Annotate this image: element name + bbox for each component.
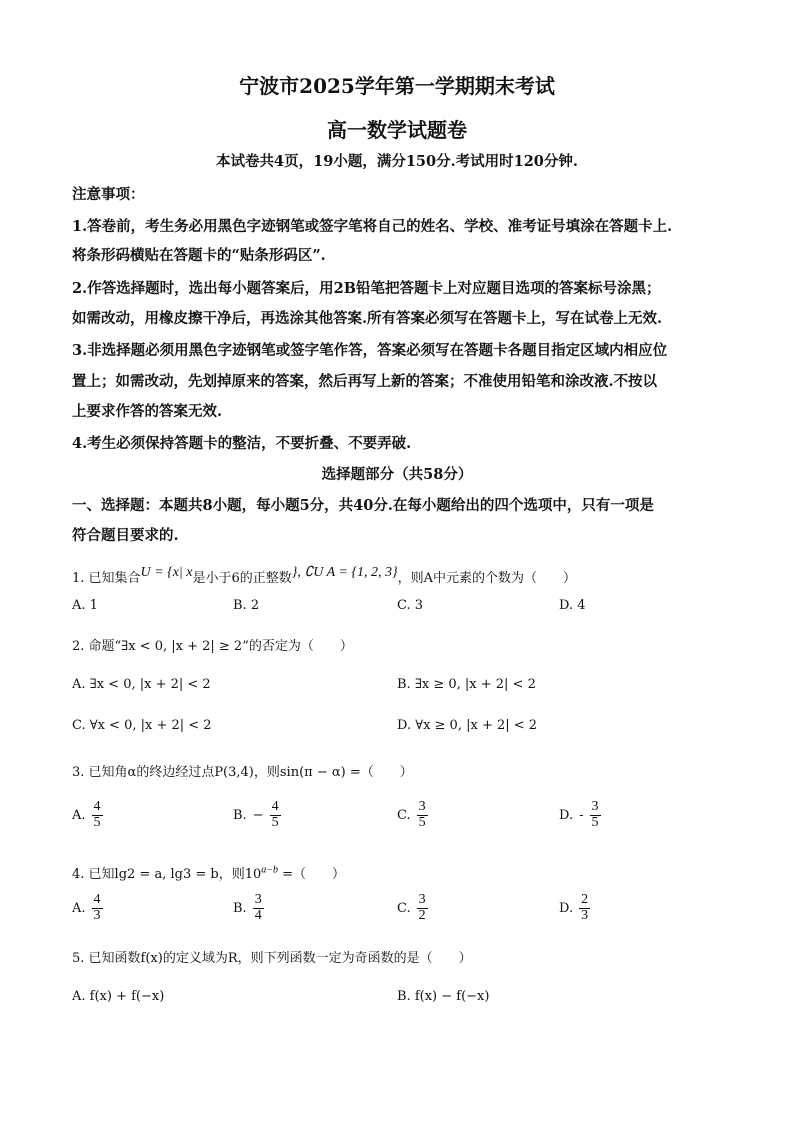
exam-info: 本试卷共4页，19小题，满分150分.考试用时120分钟. [216, 153, 578, 170]
note-line: 置上；如需改动，先划掉原来的答案，然后再写上新的答案；不准使用铅笔和涂改液.不按以 [72, 373, 658, 390]
q1-option-b: B. 2 [233, 598, 260, 613]
note-line: 1.答卷前，考生务必用黑色字迹钢笔或签字笔将自己的姓名、学校、准考证号填涂在答题卡上. [72, 218, 673, 235]
q1-option-c: C. 3 [397, 598, 424, 613]
q2-option-b: B. ∃x ≥ 0, |x + 2| < 2 [397, 677, 536, 692]
q2-option-c: C. ∀x < 0, |x + 2| < 2 [72, 718, 212, 733]
note-line: 4.考生必须保持答题卡的整洁，不要折叠、不要弄破. [72, 435, 412, 452]
q3-option-b [233, 800, 281, 830]
option-letter: B. [233, 807, 247, 823]
option-letter: B. [233, 900, 247, 916]
question-1-stem [72, 567, 576, 587]
note-line: 2.作答选择题时，选出每小题答案后，用2B铅笔把答题卡上对应题目选项的答案标号涂黑； [72, 280, 661, 297]
q1-option-d: D. 4 [559, 598, 586, 613]
q3-option-a [72, 800, 103, 830]
q4-option-d [559, 893, 590, 923]
q4-stem-post: =（ ） [277, 867, 346, 882]
q1-suffix: ，则A中元素的个数为（ ） [397, 571, 576, 586]
denominator: 5 [93, 814, 101, 830]
option-letter: C. [397, 900, 411, 916]
option-letter: C. [397, 807, 411, 823]
note-line: 上要求作答的答案无效. [72, 403, 223, 420]
option-letter: A. [72, 900, 86, 916]
q2-option-a: A. ∃x < 0, |x + 2| < 2 [72, 677, 211, 692]
denominator: 5 [591, 814, 599, 830]
numerator: 3 [254, 892, 262, 907]
denominator: 2 [418, 907, 426, 923]
denominator: 5 [418, 814, 426, 830]
q1-set-u: U = {x| x [140, 565, 193, 580]
note-line: 如需改动，用橡皮擦干净后，再选涂其他答案.所有答案必须写在答题卡上，写在试卷上无效. [72, 310, 663, 327]
q1-option-a: A. 1 [72, 598, 98, 613]
numerator: 3 [418, 892, 426, 907]
minus-sign: − [252, 807, 264, 823]
q4-stem-pre: 4. 已知lg2 = a, lg3 = b，则10 [72, 867, 262, 882]
q5-option-a: A. f(x) + f(−x) [72, 989, 165, 1004]
note-line: 3.非选择题必须用黑色字迹钢笔或签字笔作答，答案必须写在答题卡各题目指定区域内相应位 [72, 342, 668, 359]
q3-option-d [559, 800, 601, 830]
fraction [270, 800, 281, 830]
note-line: 将条形码横贴在答题卡的“贴条形码区”. [72, 247, 326, 264]
fraction [590, 800, 601, 830]
q1-mid: 是小于6的正整数 [192, 571, 292, 586]
numerator: 2 [581, 892, 589, 907]
fraction [92, 893, 103, 923]
denominator: 5 [271, 814, 279, 830]
question-3-stem: 3. 已知角α的终边经过点P(3,4)，则sin(π − α) =（ ） [72, 765, 413, 780]
denominator: 3 [93, 907, 101, 923]
q4-option-b [233, 893, 264, 923]
numerator: 3 [591, 799, 599, 814]
section-heading: 选择题部分（共58分） [321, 466, 473, 483]
numerator: 4 [93, 892, 101, 907]
question-4-stem [72, 863, 345, 882]
q1-prefix: 1. 已知集合 [72, 571, 141, 586]
fraction [417, 800, 428, 830]
q2-option-d: D. ∀x ≥ 0, |x + 2| < 2 [397, 718, 538, 733]
q4-exponent: a−b [261, 864, 278, 876]
fraction [579, 893, 590, 923]
denominator: 4 [254, 907, 262, 923]
q4-option-a [72, 893, 103, 923]
fraction [417, 893, 428, 923]
numerator: 3 [418, 799, 426, 814]
section-intro: 一、选择题：本题共8小题，每小题5分，共40分.在每小题给出的四个选项中，只有一项是 [72, 497, 654, 514]
option-letter: D. [559, 807, 574, 823]
denominator: 3 [581, 907, 589, 923]
q1-set-a: }, ∁U A = {1, 2, 3} [291, 565, 398, 580]
question-5-stem: 5. 已知函数f(x)的定义域为R，则下列函数一定为奇函数的是（ ） [72, 951, 472, 966]
q3-option-c [397, 800, 428, 830]
section-intro: 符合题目要求的. [72, 527, 179, 544]
exam-subtitle: 高一数学试题卷 [327, 118, 467, 142]
question-2-stem: 2. 命题“∃x < 0, |x + 2| ≥ 2”的否定为（ ） [72, 639, 353, 654]
exam-title: 宁波市2025学年第一学期期末考试 [239, 74, 555, 98]
q5-option-b: B. f(x) − f(−x) [397, 989, 490, 1004]
notes-heading: 注意事项： [72, 186, 145, 203]
fraction [253, 893, 264, 923]
fraction [92, 800, 103, 830]
q4-option-c [397, 893, 428, 923]
option-letter: D. [559, 900, 574, 916]
minus-sign: - [579, 807, 584, 823]
option-letter: A. [72, 807, 86, 823]
numerator: 4 [271, 799, 279, 814]
numerator: 4 [93, 799, 101, 814]
